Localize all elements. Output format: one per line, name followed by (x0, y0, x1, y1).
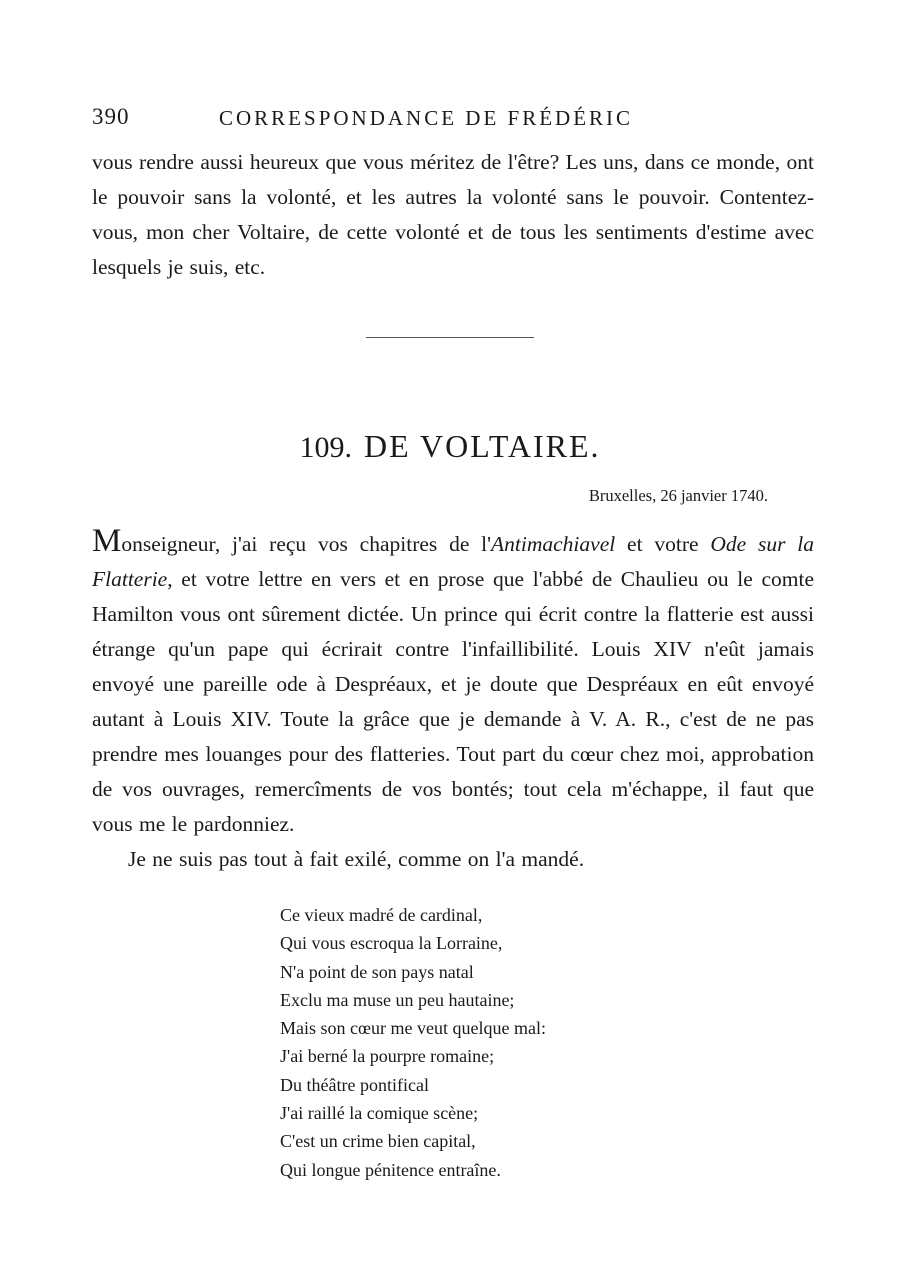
running-title: CORRESPONDANCE DE FRÉDÉRIC (219, 106, 634, 130)
drop-cap: M (92, 523, 122, 559)
verse-line: Qui longue pénitence entraîne. (280, 1159, 501, 1180)
verse-line: Exclu ma muse un peu hautaine; (280, 989, 515, 1010)
section-separator (366, 337, 534, 338)
letter-title: DE VOLTAIRE. (363, 428, 601, 464)
dateline: Bruxelles, 26 janvier 1740. (588, 486, 768, 505)
paragraph-1-text-3: , et votre lettre en vers et en prose que l'abbé de Chaulieu ou le comte Hamilton vous ont sûrement dictée. Un prince qui écrit contre la flatterie est aussi étrange qu'un pape qui écrirait contre l'infaillibilité. Louis XIV n'eût jamais envoyé une pareille ode à Despréaux, et je doute que Despréaux en eût envoyé autant à Louis XIV. Toute la grâce que je demande à V. A. R., c'est de ne pas prendre mes louanges pour des flatteries. Tout part du cœur chez moi, approbation de vos ouvrages, remercîments de vos bontés; tout cela m'échappe, il faut que vous me le pardonniez. (92, 567, 814, 836)
verse-line: Qui vous escroqua la Lorraine, (280, 933, 503, 954)
letter-paragraph-2: Je ne suis pas tout à fait exilé, comme on l'a mandé. (128, 847, 585, 871)
verse-line: J'ai berné la pourpre romaine; (280, 1046, 495, 1067)
italic-title-antimachiavel: Antimachiavel (491, 532, 616, 556)
page-number: 390 (92, 104, 130, 129)
verse-stanza (280, 901, 546, 1184)
letter-body (92, 525, 814, 877)
continuation-text: vous rendre aussi heureux que vous méritez de l'être? Les uns, dans ce monde, ont le pouvoir sans la volonté, et les autres la volonté sans le pouvoir. Contentez-vous, mon cher Voltaire, de cette volonté et de tous les sentiments d'estime avec lesquels je suis, etc. (92, 150, 814, 279)
letter-heading (0, 428, 900, 465)
verse-line: Mais son cœur me veut quelque mal: (280, 1018, 546, 1039)
letter-number: 109. (299, 431, 352, 464)
verse-line: Du théâtre pontifical (280, 1074, 429, 1095)
running-head (92, 104, 812, 134)
verse-line: C'est un crime bien capital, (280, 1131, 476, 1152)
continuation-paragraph (92, 145, 814, 285)
verse-line: J'ai raillé la comique scène; (280, 1103, 479, 1124)
verse-line: Ce vieux madré de cardinal, (280, 905, 483, 925)
verse-line: N'a point de son pays natal (280, 961, 474, 982)
paragraph-1-text-2: et votre (615, 532, 711, 556)
paragraph-1-text-1: onseigneur, j'ai reçu vos chapitres de l' (121, 532, 492, 556)
italic-title-ode: Ode sur la Flatterie (92, 532, 814, 591)
letter-paragraph-1 (92, 525, 814, 842)
